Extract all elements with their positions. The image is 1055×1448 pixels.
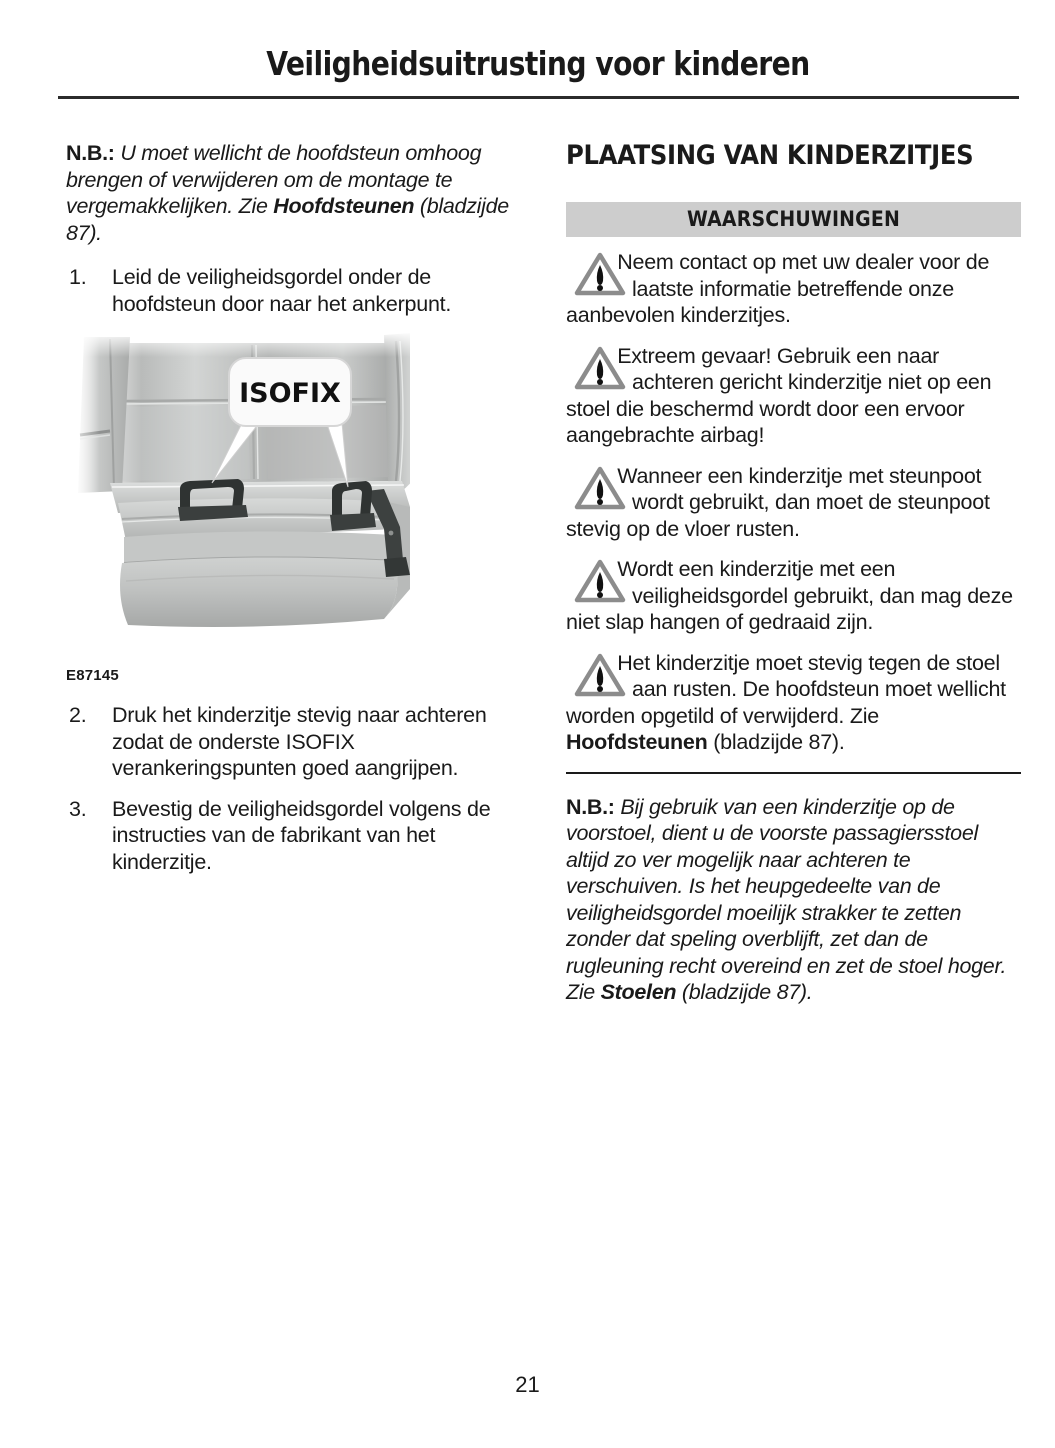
step-number: 3.	[69, 796, 87, 821]
warning-text: Neem contact op met uw dealer voor de laatste informatie betreffende onze aanbevolen kinderzitjes.	[566, 250, 990, 327]
warning-text: Wanneer een kinderzitje met steunpoot wordt gebruikt, dan moet de steunpoot stevig op de vloer rusten.	[566, 463, 990, 541]
isofix-callout-text: ISOFIX	[239, 378, 341, 409]
section-title: PLAATSING VAN KINDERZITJES	[566, 140, 974, 171]
step-text: Bevestig de veiligheidsgordel volgens de instructies van de fabrikant van het kinderzitje.	[112, 796, 491, 874]
warning-text-2: (bladzijde 87).	[707, 730, 845, 754]
page-number: 21	[515, 1372, 540, 1397]
step-number: 2.	[69, 703, 87, 727]
note-label: N.B.:	[566, 794, 615, 819]
note-reference: Stoelen	[600, 980, 677, 1004]
header-divider	[58, 96, 1019, 99]
rear-seat-isofix-diagram	[66, 331, 466, 663]
warning-text-1: Het kinderzitje moet stevig tegen de stoel aan rusten. De hoofdsteun moet wellicht worden opgetild of verwijderd. Zie	[566, 650, 1006, 728]
warning-item	[566, 556, 1021, 636]
note-text-1: U moet wellicht de hoofdsteun omhoog brengen of verwijderen om de montage te vergemakkelijken. Zie	[66, 141, 482, 218]
list-item	[66, 264, 530, 317]
figure-caption: E87145	[66, 667, 119, 684]
list-item	[66, 796, 530, 876]
warning-item	[566, 650, 1021, 756]
warning-item	[566, 343, 1021, 449]
note-text-2: (bladzijde 87).	[676, 980, 813, 1004]
left-column	[66, 140, 530, 889]
warning-text: Extreem gevaar! Gebruik een naar achteren gericht kinderzitje niet op een stoel die beschermd wordt door een ervoor aangebrachte airbag!	[566, 343, 992, 447]
right-column	[566, 140, 1021, 1006]
isofix-illustration	[66, 331, 466, 663]
instruction-steps-bottom	[66, 702, 530, 875]
note-reference: Hoofdsteunen	[273, 194, 415, 218]
warnings-heading: WAARSCHUWINGEN	[566, 202, 1021, 237]
step-text: Druk het kinderzitje stevig naar achteren zodat de onderste ISOFIX verankeringspunten goed aangrijpen.	[112, 703, 487, 780]
left-note	[66, 140, 530, 246]
isofix-figure	[66, 331, 466, 684]
warning-text: Wordt een kinderzitje met een veiligheidsgordel gebruikt, dan mag deze niet slap hangen of gedraaid zijn.	[566, 557, 1013, 634]
right-note	[566, 794, 1021, 1006]
step-text: Leid de veiligheidsgordel onder de hoofdsteun door naar het ankerpunt.	[112, 265, 452, 316]
note-label: N.B.:	[66, 141, 115, 165]
page-header	[58, 44, 1018, 84]
warning-item	[566, 463, 1021, 543]
step-number: 1.	[69, 265, 87, 289]
instruction-steps-top	[66, 264, 530, 317]
page-title: Veiligheidsuitrusting voor kinderen	[266, 44, 810, 83]
list-item	[66, 702, 530, 782]
warning-item	[566, 249, 1021, 329]
section-divider	[566, 772, 1021, 774]
note-text-2: (bladzijde 87).	[66, 194, 509, 245]
note-text-1: Bij gebruik van een kinderzitje op de voorstoel, dient u de voorste passagiersstoel altijd zo ver mogelijk naar achteren te verschuiven. Is het heupgedeelte van de veiligheidsgordel moeilijk strakker te zetten zonder dat speling overblijft, zet dan de rugleuning recht overeind en zet de stoel hoger. Zie	[566, 794, 1007, 1004]
warning-reference: Hoofdsteunen	[566, 730, 708, 754]
